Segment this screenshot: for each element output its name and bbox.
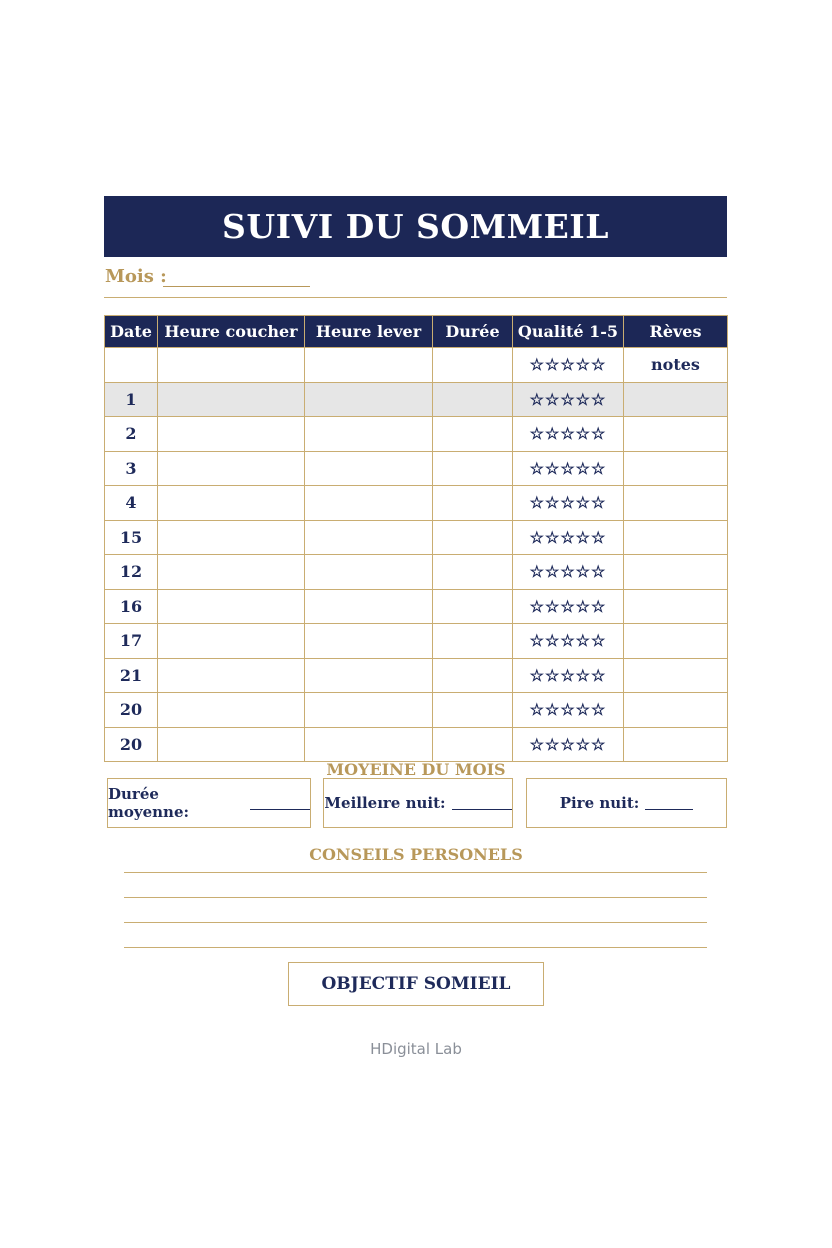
wake-time-cell[interactable]: [305, 451, 433, 486]
bedtime-cell[interactable]: [158, 624, 305, 659]
quality-stars[interactable]: ☆☆☆☆☆: [513, 417, 624, 452]
quality-stars[interactable]: ☆☆☆☆☆: [513, 555, 624, 590]
table-row: [105, 348, 728, 383]
dreams-cell[interactable]: [624, 727, 728, 762]
duration-cell[interactable]: [433, 520, 513, 555]
bedtime-cell[interactable]: [158, 382, 305, 417]
date-cell: 21: [105, 658, 158, 693]
page-title: SUIVI DU SOMMEIL: [104, 196, 727, 257]
dreams-cell[interactable]: [624, 589, 728, 624]
dreams-cell[interactable]: [624, 382, 728, 417]
advice-line-1[interactable]: [124, 872, 707, 873]
duration-cell[interactable]: [433, 417, 513, 452]
quality-stars[interactable]: ☆☆☆☆☆: [513, 348, 624, 383]
duration-cell[interactable]: [433, 382, 513, 417]
quality-stars[interactable]: ☆☆☆☆☆: [513, 624, 624, 659]
bedtime-cell[interactable]: [158, 451, 305, 486]
table-row: [105, 624, 728, 659]
worst-night-blank[interactable]: [645, 797, 693, 810]
quality-stars[interactable]: ☆☆☆☆☆: [513, 451, 624, 486]
bedtime-cell[interactable]: [158, 486, 305, 521]
sleep-goal-box[interactable]: OBJECTIF SOMIEIL: [288, 962, 544, 1006]
avg-duration-blank[interactable]: [250, 797, 310, 810]
dreams-cell[interactable]: [624, 555, 728, 590]
advice-title: CONSEILS PERSONELS: [309, 845, 523, 864]
worst-night-box[interactable]: [526, 778, 727, 828]
date-cell: 20: [105, 727, 158, 762]
duration-cell[interactable]: [433, 658, 513, 693]
dreams-cell[interactable]: [624, 451, 728, 486]
quality-stars[interactable]: ☆☆☆☆☆: [513, 520, 624, 555]
duration-cell[interactable]: [433, 727, 513, 762]
table-row: [105, 589, 728, 624]
bedtime-cell[interactable]: [158, 417, 305, 452]
duration-cell[interactable]: [433, 451, 513, 486]
table-row: [105, 693, 728, 728]
wake-time-cell[interactable]: [305, 417, 433, 452]
wake-time-cell[interactable]: [305, 520, 433, 555]
date-cell: 2: [105, 417, 158, 452]
header-bedtime: Heure coucher: [158, 316, 305, 348]
month-label: Mois :: [105, 266, 167, 287]
avg-duration-label: Durée moyenne:: [108, 785, 190, 821]
dreams-cell[interactable]: [624, 520, 728, 555]
date-cell: 1: [105, 382, 158, 417]
dreams-cell[interactable]: [624, 417, 728, 452]
header-date: Date: [105, 316, 158, 348]
divider: [104, 297, 727, 298]
bedtime-cell[interactable]: [158, 348, 305, 383]
quality-stars[interactable]: ☆☆☆☆☆: [513, 486, 624, 521]
wake-time-cell[interactable]: [305, 382, 433, 417]
bedtime-cell[interactable]: [158, 589, 305, 624]
table-row: [105, 520, 728, 555]
date-cell: 17: [105, 624, 158, 659]
quality-stars[interactable]: ☆☆☆☆☆: [513, 658, 624, 693]
avg-duration-box[interactable]: [107, 778, 311, 828]
table-row: [105, 451, 728, 486]
date-cell: 15: [105, 520, 158, 555]
date-cell: 3: [105, 451, 158, 486]
duration-cell[interactable]: [433, 624, 513, 659]
month-input-line[interactable]: [163, 286, 310, 287]
dreams-cell[interactable]: [624, 486, 728, 521]
wake-time-cell[interactable]: [305, 348, 433, 383]
wake-time-cell[interactable]: [305, 693, 433, 728]
advice-line-2[interactable]: [124, 897, 707, 898]
table-header-row: [105, 316, 728, 348]
bedtime-cell[interactable]: [158, 693, 305, 728]
quality-stars[interactable]: ☆☆☆☆☆: [513, 693, 624, 728]
quality-stars[interactable]: ☆☆☆☆☆: [513, 382, 624, 417]
bedtime-cell[interactable]: [158, 555, 305, 590]
wake-time-cell[interactable]: [305, 589, 433, 624]
duration-cell[interactable]: [433, 555, 513, 590]
date-cell: 20: [105, 693, 158, 728]
advice-line-4[interactable]: [124, 947, 707, 948]
wake-time-cell[interactable]: [305, 658, 433, 693]
duration-cell[interactable]: [433, 589, 513, 624]
table-row: [105, 417, 728, 452]
table-row: [105, 486, 728, 521]
wake-time-cell[interactable]: [305, 727, 433, 762]
bedtime-cell[interactable]: [158, 658, 305, 693]
dreams-cell[interactable]: [624, 693, 728, 728]
dreams-cell[interactable]: notes: [624, 348, 728, 383]
table-row: [105, 382, 728, 417]
duration-cell[interactable]: [433, 693, 513, 728]
date-cell: 12: [105, 555, 158, 590]
advice-line-3[interactable]: [124, 922, 707, 923]
bedtime-cell[interactable]: [158, 727, 305, 762]
dreams-cell[interactable]: [624, 624, 728, 659]
quality-stars[interactable]: ☆☆☆☆☆: [513, 727, 624, 762]
best-night-label: Meilleıre nuit:: [324, 794, 446, 812]
footer-brand: HDigital Lab: [370, 1040, 462, 1058]
header-duration: Durée: [433, 316, 513, 348]
table-row: [105, 658, 728, 693]
bedtime-cell[interactable]: [158, 520, 305, 555]
duration-cell[interactable]: [433, 348, 513, 383]
wake-time-cell[interactable]: [305, 555, 433, 590]
table-row: [105, 727, 728, 762]
worst-night-label: Pire nuit:: [559, 794, 640, 812]
summary-title: MOYEINE DU MOIS: [326, 760, 506, 779]
best-night-blank[interactable]: [452, 797, 512, 810]
date-cell: 4: [105, 486, 158, 521]
table-row: [105, 555, 728, 590]
date-cell: 16: [105, 589, 158, 624]
date-cell: [105, 348, 158, 383]
wake-time-cell[interactable]: [305, 624, 433, 659]
dreams-cell[interactable]: [624, 658, 728, 693]
wake-time-cell[interactable]: [305, 486, 433, 521]
duration-cell[interactable]: [433, 486, 513, 521]
header-quality: Qualité 1-5: [513, 316, 624, 348]
header-dreams: Rèves: [624, 316, 728, 348]
sleep-log-table: [104, 315, 728, 762]
best-night-box[interactable]: [323, 778, 513, 828]
header-wake-time: Heure lever: [305, 316, 433, 348]
quality-stars[interactable]: ☆☆☆☆☆: [513, 589, 624, 624]
